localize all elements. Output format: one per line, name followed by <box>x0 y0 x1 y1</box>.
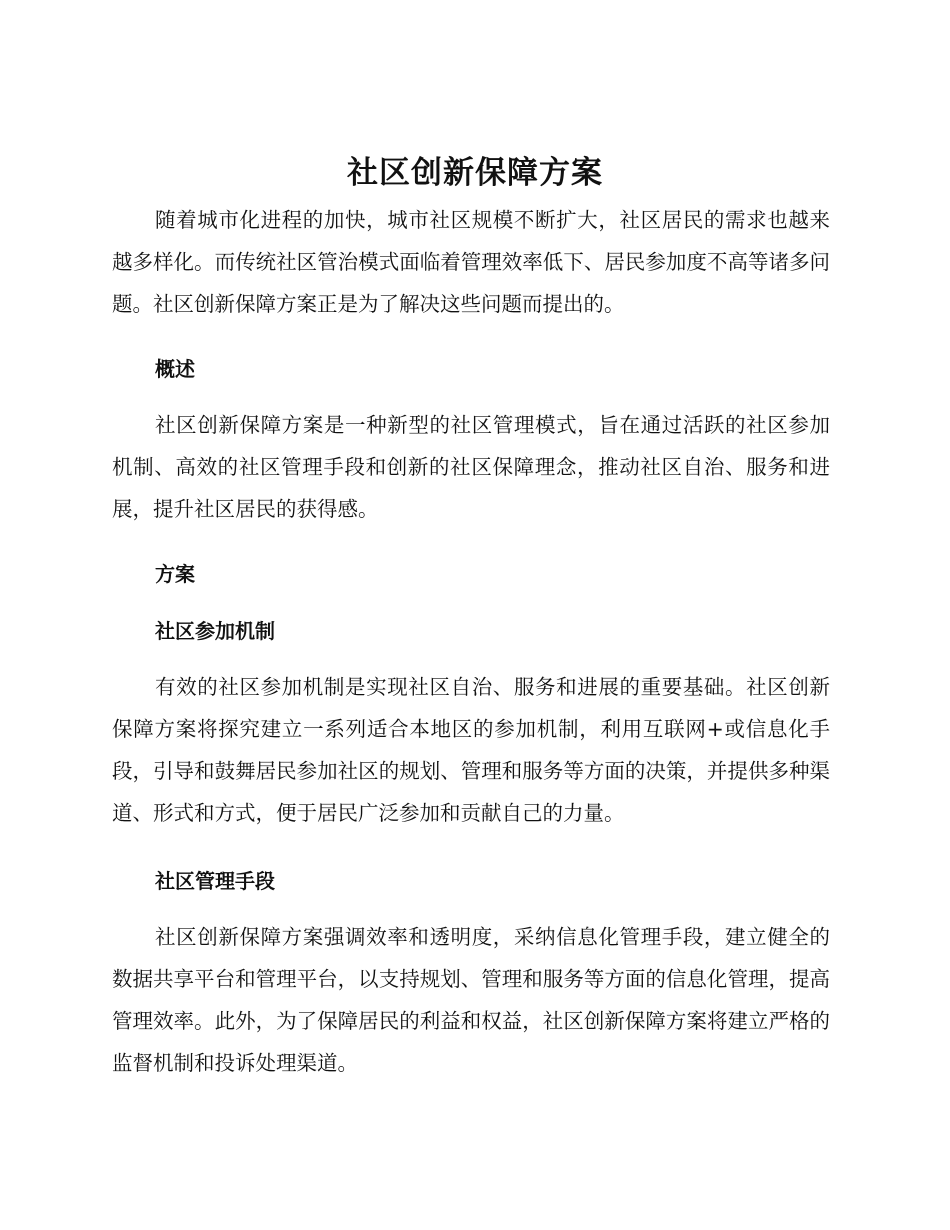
section-heading-overview: 概述 <box>155 357 195 381</box>
page-title: 社区创新保障方案 <box>347 155 603 191</box>
section-heading-participation: 社区参加机制 <box>155 619 275 643</box>
section-body-management: 社区创新保障方案强调效率和透明度，采纳信息化管理手段，建立健全的数据共享平台和管理平台，以支持规划、管理和服务等方面的信息化管理，提高管理效率。此外，为了保障居民的利益和权益，社区创新保障方案将建立严格的监督机制和投诉处理渠道。 <box>112 925 830 1075</box>
section-body-participation: 有效的社区参加机制是实现社区自治、服务和进展的重要基础。社区创新保障方案将探究建立一系列适合本地区的参加机制，利用互联网+或信息化手段，引导和鼓舞居民参加社区的规划、管理和服务等方面的决策，并提供多种渠道、形式和方式，便于居民广泛参加和贡献自己的力量。 <box>112 675 830 825</box>
intro-paragraph: 随着城市化进程的加快，城市社区规模不断扩大，社区居民的需求也越来越多样化。而传统社区管治模式面临着管理效率低下、居民参加度不高等诸多问题。社区创新保障方案正是为了解决这些问题而提出的。 <box>112 208 830 316</box>
section-heading-plan: 方案 <box>155 562 195 586</box>
section-body-overview: 社区创新保障方案是一种新型的社区管理模式，旨在通过活跃的社区参加机制、高效的社区管理手段和创新的社区保障理念，推动社区自治、服务和进展，提升社区居民的获得感。 <box>112 413 830 521</box>
section-heading-management: 社区管理手段 <box>155 869 275 893</box>
